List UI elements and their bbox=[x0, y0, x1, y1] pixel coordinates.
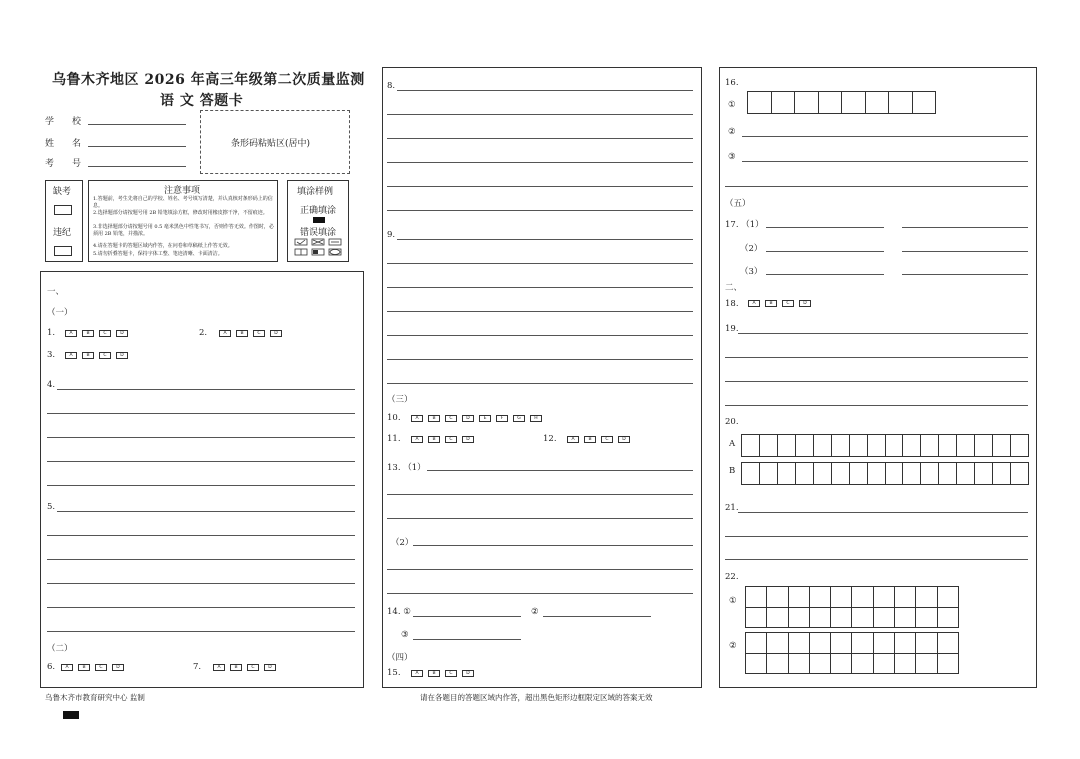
answer-line[interactable] bbox=[47, 607, 355, 608]
option-box[interactable]: C bbox=[445, 670, 457, 677]
option-box[interactable]: A bbox=[748, 300, 760, 307]
option-box[interactable]: B bbox=[584, 436, 596, 443]
answer-line[interactable] bbox=[387, 593, 693, 594]
q20-number: 20. bbox=[725, 417, 739, 427]
option-box[interactable]: A bbox=[411, 415, 423, 422]
section-two-label: 二、 bbox=[725, 283, 743, 293]
q3-options bbox=[65, 352, 128, 359]
option-box[interactable]: A bbox=[411, 670, 423, 677]
q15-number: 15. bbox=[387, 668, 401, 678]
answer-line[interactable] bbox=[387, 359, 693, 360]
part-four-label: （四） bbox=[387, 653, 413, 663]
answer-line[interactable] bbox=[413, 639, 521, 640]
notice-item: 3.非选择题部分请按题号用 0.5 毫米黑色中性笔书写，否则作答无效。作图时，必须用 2B 铅笔，并描浓。 bbox=[93, 224, 274, 237]
q2-options bbox=[219, 330, 282, 337]
option-box[interactable]: B bbox=[428, 436, 440, 443]
option-box[interactable]: F bbox=[496, 415, 508, 422]
q20-row-b-grid[interactable] bbox=[741, 462, 1029, 485]
correct-fill-label: 正确填涂 bbox=[300, 206, 337, 216]
option-box[interactable]: C bbox=[601, 436, 613, 443]
answer-line[interactable] bbox=[47, 437, 355, 438]
page-title: 乌鲁木齐地区 2026 年高三年级第二次质量监测 bbox=[52, 72, 365, 88]
q3-number: 3. bbox=[47, 350, 56, 360]
option-box[interactable]: D bbox=[462, 670, 474, 677]
answer-panel-2 bbox=[382, 67, 702, 688]
option-box[interactable]: B bbox=[82, 352, 94, 359]
answer-line[interactable] bbox=[725, 559, 1028, 560]
option-box[interactable]: G bbox=[513, 415, 525, 422]
option-box[interactable]: H bbox=[530, 415, 542, 422]
option-box[interactable]: A bbox=[65, 330, 77, 337]
answer-panel-1 bbox=[40, 271, 364, 688]
answer-line[interactable] bbox=[766, 274, 884, 275]
part-five-label: （五） bbox=[725, 199, 751, 209]
barcode-label: 条形码粘贴区(居中) bbox=[231, 139, 311, 149]
exam-no-label: 考 号 bbox=[45, 159, 82, 169]
fill-example-title: 填涂样例 bbox=[297, 187, 334, 197]
q7-number: 7. bbox=[193, 662, 202, 672]
answer-line[interactable] bbox=[47, 583, 355, 584]
option-box[interactable]: D bbox=[116, 352, 128, 359]
answer-line[interactable] bbox=[387, 287, 693, 288]
answer-line[interactable] bbox=[413, 545, 693, 546]
option-box[interactable]: B bbox=[428, 670, 440, 677]
q6-options bbox=[61, 664, 124, 671]
answer-line[interactable] bbox=[427, 470, 693, 471]
option-box[interactable]: D bbox=[116, 330, 128, 337]
q16-blank2-label: ② bbox=[728, 127, 736, 137]
option-box[interactable]: D bbox=[264, 664, 276, 671]
correct-fill-sample bbox=[313, 217, 325, 223]
answer-line[interactable] bbox=[387, 138, 693, 139]
option-box[interactable]: D bbox=[799, 300, 811, 307]
q22-grid-1[interactable] bbox=[745, 586, 959, 628]
exam-no-field[interactable] bbox=[88, 166, 186, 167]
q4-number: 4. bbox=[47, 380, 56, 390]
q17-part1-label: 17. （1） bbox=[725, 220, 764, 230]
q18-options bbox=[748, 300, 811, 307]
option-box[interactable]: C bbox=[247, 664, 259, 671]
q16-char-grid[interactable] bbox=[747, 91, 936, 114]
answer-line[interactable] bbox=[725, 536, 1028, 537]
footer-center: 请在各题目的答题区域内作答，超出黑色矩形边框限定区域的答案无效 bbox=[420, 693, 653, 702]
option-box[interactable]: A bbox=[411, 436, 423, 443]
option-box[interactable]: D bbox=[462, 415, 474, 422]
answer-line[interactable] bbox=[742, 136, 1028, 137]
q6-number: 6. bbox=[47, 662, 56, 672]
q12-options bbox=[567, 436, 630, 443]
answer-line[interactable] bbox=[738, 512, 1028, 513]
answer-line[interactable] bbox=[47, 485, 355, 486]
answer-line[interactable] bbox=[725, 357, 1028, 358]
q20-row-a-grid[interactable] bbox=[741, 434, 1029, 457]
option-box[interactable]: A bbox=[65, 352, 77, 359]
q21-number: 21. bbox=[725, 503, 739, 513]
school-field[interactable] bbox=[88, 124, 186, 125]
option-box[interactable]: C bbox=[95, 664, 107, 671]
part-two-label: （二） bbox=[47, 644, 73, 654]
barcode-area bbox=[200, 110, 350, 174]
absent-label: 缺考 bbox=[53, 187, 72, 197]
part-one-label: （一） bbox=[47, 308, 73, 318]
q9-number: 9. bbox=[387, 230, 396, 240]
answer-line[interactable] bbox=[902, 251, 1028, 252]
q14-blank1-label: 14. ① bbox=[387, 607, 411, 617]
answer-line[interactable] bbox=[47, 559, 355, 560]
notice-item: 1.答题前，考生先将自己的学校、姓名、考号填写清楚，并认真核对条形码上的信息。 bbox=[93, 196, 273, 209]
q13-part1-number: 13. （1） bbox=[387, 463, 426, 473]
option-box[interactable]: B bbox=[428, 415, 440, 422]
option-box[interactable]: B bbox=[236, 330, 248, 337]
q16-blank1-label: ① bbox=[728, 100, 736, 110]
option-box[interactable]: C bbox=[99, 330, 111, 337]
footer-left: 乌鲁木齐市教育研究中心 监制 bbox=[45, 693, 145, 702]
option-box[interactable]: D bbox=[618, 436, 630, 443]
wrong-fill-label: 错误填涂 bbox=[300, 228, 337, 238]
answer-line[interactable] bbox=[57, 511, 355, 512]
answer-line[interactable] bbox=[413, 616, 521, 617]
q10-number: 10. bbox=[387, 413, 401, 423]
q2-number: 2. bbox=[199, 328, 208, 338]
q22-number: 22. bbox=[725, 572, 739, 582]
answer-line[interactable] bbox=[387, 518, 693, 519]
page-subtitle: 语 文 答题卡 bbox=[160, 93, 244, 109]
answer-line[interactable] bbox=[387, 186, 693, 187]
answer-line[interactable] bbox=[543, 616, 651, 617]
q17-part3-label: （3） bbox=[740, 267, 763, 277]
school-label: 学 校 bbox=[45, 117, 82, 127]
option-box[interactable]: A bbox=[61, 664, 73, 671]
answer-line[interactable] bbox=[766, 251, 884, 252]
name-field[interactable] bbox=[88, 146, 186, 147]
q15-options bbox=[411, 670, 474, 677]
q5-number: 5. bbox=[47, 502, 56, 512]
q14-blank3-label: ③ bbox=[401, 630, 409, 640]
option-box[interactable]: B bbox=[765, 300, 777, 307]
answer-line[interactable] bbox=[47, 461, 355, 462]
option-box[interactable]: C bbox=[253, 330, 265, 337]
q17-part2-label: （2） bbox=[740, 244, 763, 254]
option-box[interactable]: C bbox=[782, 300, 794, 307]
option-box[interactable]: B bbox=[230, 664, 242, 671]
notice-item: 5.请勿折叠答题卡，保持字体工整、笔迹清晰、卡面清洁。 bbox=[93, 251, 223, 257]
option-box[interactable]: A bbox=[219, 330, 231, 337]
answer-line[interactable] bbox=[387, 335, 693, 336]
name-label: 姓 名 bbox=[45, 139, 82, 149]
section-one-label: 一、 bbox=[47, 287, 65, 297]
option-box[interactable]: D bbox=[462, 436, 474, 443]
answer-panel-3 bbox=[719, 67, 1037, 688]
timing-mark bbox=[63, 711, 79, 719]
fill-example-box bbox=[287, 180, 349, 262]
q22-grid-2[interactable] bbox=[745, 632, 959, 674]
q19-number: 19. bbox=[725, 324, 739, 334]
wrong-fill-samples bbox=[294, 238, 344, 258]
q18-number: 18. bbox=[725, 299, 739, 309]
answer-line[interactable] bbox=[387, 311, 693, 312]
answer-line[interactable] bbox=[725, 381, 1028, 382]
answer-line[interactable] bbox=[47, 535, 355, 536]
q20-row-a-label: A bbox=[729, 439, 736, 449]
answer-line[interactable] bbox=[397, 90, 693, 91]
notice-item: 4.请在答题卡的答题区域内作答，在问卷和草稿纸上作答无效。 bbox=[93, 243, 233, 249]
violation-label: 违纪 bbox=[53, 228, 72, 238]
q8-number: 8. bbox=[387, 81, 396, 91]
absent-checkbox[interactable] bbox=[54, 205, 72, 215]
option-box[interactable]: B bbox=[82, 330, 94, 337]
q16-number: 16. bbox=[725, 78, 739, 88]
option-box[interactable]: C bbox=[445, 415, 457, 422]
q12-number: 12. bbox=[543, 434, 557, 444]
notice-box bbox=[88, 180, 278, 262]
q10-options bbox=[411, 415, 542, 422]
option-box[interactable]: A bbox=[213, 664, 225, 671]
option-box[interactable]: B bbox=[78, 664, 90, 671]
part-three-label: （三） bbox=[387, 395, 413, 405]
answer-line[interactable] bbox=[902, 227, 1028, 228]
option-box[interactable]: E bbox=[479, 415, 491, 422]
q20-row-b-label: B bbox=[729, 466, 736, 476]
q22-blank2-label: ② bbox=[729, 641, 737, 651]
notice-item: 2.选择题部分请按题号用 2B 铅笔填涂方框，修改时用橡皮擦干净，不留痕迹。 bbox=[93, 210, 268, 216]
answer-line[interactable] bbox=[47, 413, 355, 414]
q11-number: 11. bbox=[387, 434, 401, 444]
notice-title: 注意事项 bbox=[164, 186, 201, 196]
q16-blank3-label: ③ bbox=[728, 152, 736, 162]
option-box[interactable]: A bbox=[567, 436, 579, 443]
answer-line[interactable] bbox=[738, 333, 1028, 334]
violation-checkbox[interactable] bbox=[54, 246, 72, 256]
q1-number: 1. bbox=[47, 328, 56, 338]
answer-line[interactable] bbox=[387, 494, 693, 495]
option-box[interactable]: D bbox=[112, 664, 124, 671]
option-box[interactable]: C bbox=[445, 436, 457, 443]
answer-line[interactable] bbox=[47, 631, 355, 632]
answer-line[interactable] bbox=[766, 227, 884, 228]
answer-line[interactable] bbox=[742, 161, 1028, 162]
q14-blank2-label: ② bbox=[531, 607, 539, 617]
answer-line[interactable] bbox=[387, 263, 693, 264]
answer-line[interactable] bbox=[387, 114, 693, 115]
q7-options bbox=[213, 664, 276, 671]
answer-line[interactable] bbox=[57, 389, 355, 390]
q1-options bbox=[65, 330, 128, 337]
option-box[interactable]: D bbox=[270, 330, 282, 337]
option-box[interactable]: C bbox=[99, 352, 111, 359]
q11-options bbox=[411, 436, 474, 443]
answer-line[interactable] bbox=[387, 569, 693, 570]
answer-line[interactable] bbox=[725, 405, 1028, 406]
answer-line[interactable] bbox=[397, 239, 693, 240]
answer-line[interactable] bbox=[387, 210, 693, 211]
answer-line[interactable] bbox=[725, 186, 1028, 187]
q22-blank1-label: ① bbox=[729, 596, 737, 606]
answer-line[interactable] bbox=[902, 274, 1028, 275]
answer-line[interactable] bbox=[387, 383, 693, 384]
q13-part2-number: （2） bbox=[391, 538, 414, 548]
status-box bbox=[45, 180, 83, 262]
answer-line[interactable] bbox=[387, 162, 693, 163]
